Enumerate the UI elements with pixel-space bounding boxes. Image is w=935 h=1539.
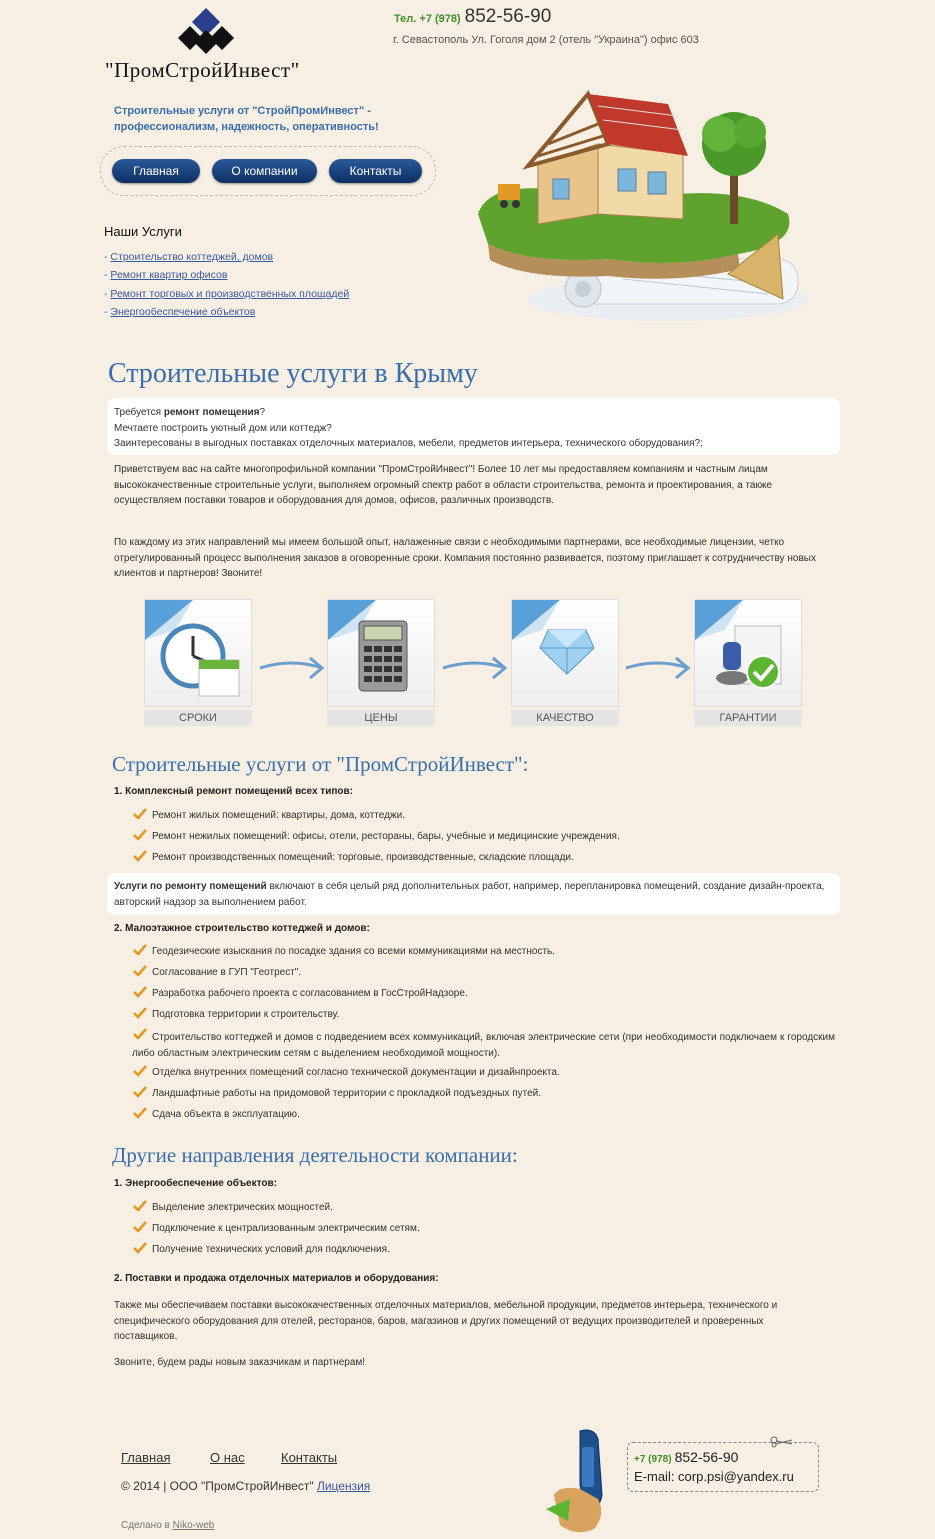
question-2: Мечтаете построить уютный дом или коттедж? (114, 422, 332, 434)
list-item-text: Отделка внутренних помещений согласно технической документации и дизайнпроекта. (152, 1067, 560, 1078)
arrow-right-icon (441, 652, 509, 682)
hero-house-illustration (458, 84, 818, 329)
logo-text[interactable]: "ПромСтройИнвест" (105, 58, 300, 82)
repair-note-bold: Услуги по ремонту помещений (114, 881, 267, 892)
intro-paragraph-1: Приветствуем вас на сайте многопрофильной компании "ПромСтройИнвест"! Более 10 лет мы предоставляем компаниям и частным лицам высококачественные строительные услуги, выполняем огромный спектр работ в области строительства, ремонта и проектирования, а также осуществляем поставки товаров и оборудования для домов, офисов, различных производств. (114, 464, 773, 506)
diamond-icon (538, 626, 596, 676)
intro-paragraph-2: По каждому из этих направлений мы имеем большой опыт, налаженные связи с необходимыми партнерами, все необходимые лицензии, четко отрегулированный процесс выполнения заказов в оговоренные сроки. Компания постоянно развивается, поэтому приглашает к сотрудничеству новых клиентов и партнеров! Звоните! (114, 537, 816, 579)
list-item (132, 988, 835, 1009)
footer-nav-contacts[interactable]: Контакты (281, 1450, 338, 1465)
main-nav (100, 146, 436, 196)
list-item-text: Геодезические изыскания по посадке здания со всеми коммуникациями на местность. (152, 946, 556, 957)
service-link-energy[interactable]: Энергообеспечение объектов (110, 305, 256, 318)
service-item: - Строительство коттеджей, домов (104, 251, 274, 263)
feature-deadlines (144, 599, 252, 726)
question-1-bold: ремонт помещения (163, 407, 260, 418)
footer-email[interactable]: E-mail: corp.psi@yandex.ru (634, 1469, 794, 1484)
footer-phone (634, 1449, 738, 1465)
question-3: Заинтересованы в выгодных поставках отделочных материалов, мебели, предметов интерьера, технического оборудования?; (114, 438, 703, 449)
footer-copyright (121, 1479, 370, 1493)
feature-label: СРОКИ (144, 710, 252, 726)
nav-about-button[interactable]: О компании (212, 159, 317, 183)
list-item (132, 831, 832, 852)
services-title: Наши Услуги (104, 224, 182, 239)
repair-list (132, 810, 832, 873)
service-link-cottages[interactable]: Строительство коттеджей, домов (110, 251, 274, 263)
list-item-text: Согласование в ГУП "Геотрест". (152, 967, 302, 978)
section-services-heading-2: 2. Малоэтажное строительство коттеджей и домов: (114, 923, 370, 934)
scissors-icon (770, 1436, 794, 1448)
energy-list (132, 1202, 832, 1265)
feature-prices (327, 599, 435, 726)
checkmark-icon (133, 1221, 147, 1233)
feature-guarantees (694, 599, 802, 726)
footer-made-by (121, 1520, 214, 1531)
phone-prefix: Тел. +7 (978) (394, 13, 461, 25)
repair-note-text: включают в себя целый ряд дополнительных работ, например, перепланировка помещений, создание дизайн-проекта, авторский надзор за выполнением работ. (114, 881, 825, 908)
list-item (132, 1202, 832, 1223)
question-1-text: Требуется (114, 407, 164, 418)
checkmark-icon (133, 965, 147, 977)
checkmark-icon (133, 1107, 147, 1119)
checkmark-icon (133, 1200, 147, 1212)
list-item-text: Разработка рабочего проекта с согласованием в ГосСтройНадзоре. (152, 988, 468, 999)
phone-number: 852-56-90 (464, 6, 552, 27)
service-item: - Ремонт квартир офисов (104, 269, 228, 282)
footer-nav-about[interactable]: О нас (210, 1450, 245, 1465)
question-1-end: ? (259, 407, 266, 418)
checkmark-icon (133, 850, 147, 862)
list-item-text: Ремонт производственных помещений: торговые, производственные, складские площади. (152, 852, 574, 863)
list-item (132, 852, 832, 873)
checkmark-icon (133, 1065, 147, 1077)
copyright-text: © 2014 | ООО "ПромСтройИнвест" (121, 1479, 317, 1493)
service-link-commercial[interactable]: Ремонт торговых и производственных площадей (110, 287, 350, 300)
repair-note-box (107, 873, 840, 915)
feature-quality (511, 599, 619, 726)
section-other-heading-1: 1. Энергообеспечение объектов: (114, 1178, 277, 1189)
feature-card (144, 599, 252, 707)
header-address: г. Севастополь Ул. Гоголя дом 2 (отель "Украина") офис 603 (393, 34, 699, 46)
phone-handset-icon (540, 1425, 620, 1537)
feature-label: ГАРАНТИИ (694, 710, 802, 726)
list-item (132, 946, 835, 967)
section-other-title: Другие направления деятельности компании: (112, 1143, 518, 1167)
construction-list (132, 946, 835, 1130)
footer-phone-number: 852-56-90 (674, 1449, 739, 1465)
checkmark-icon (133, 1028, 147, 1040)
list-item-text: Подключение к централизованным электрическим сетям. (152, 1223, 420, 1234)
license-link[interactable]: Лицензия (316, 1479, 371, 1493)
logo-diamonds-icon (172, 8, 240, 56)
list-item-text: Ремонт жилых помещений: квартиры, дома, коттеджи. (152, 810, 405, 821)
checkmark-icon (133, 986, 147, 998)
list-item-text: Выделение электрических мощностей. (152, 1202, 333, 1213)
feature-card (327, 599, 435, 707)
question-1 (114, 405, 834, 421)
list-item-text: Ландшафтные работы на придомовой территории с прокладкой подъездных путей. (152, 1088, 542, 1099)
checkmark-icon (133, 944, 147, 956)
list-item (132, 1009, 835, 1030)
footer-contact-box (627, 1442, 819, 1492)
made-by-text: Сделано в (121, 1520, 173, 1531)
section-services-heading-1: 1. Комплексный ремонт помещений всех типов: (114, 786, 353, 797)
page-title: Строительные услуги в Крыму (108, 358, 478, 389)
nav-contacts-button[interactable]: Контакты (329, 159, 422, 183)
list-item (132, 810, 832, 831)
checkmark-icon (133, 808, 147, 820)
feature-label: ЦЕНЫ (327, 710, 435, 726)
list-item-text: Сдача объекта в эксплуатацию. (152, 1109, 300, 1120)
list-item (132, 1244, 832, 1265)
header-phone (394, 6, 551, 28)
checkmark-icon (133, 829, 147, 841)
list-item (132, 1088, 835, 1109)
calculator-icon (358, 620, 408, 692)
tagline: Строительные услуги от "СтройПромИнвест" - профессионализм, надежность, оперативность! (114, 105, 379, 133)
list-item (132, 1067, 835, 1088)
section-services-title: Строительные услуги от "ПромСтройИнвест": (112, 752, 529, 776)
footer-nav-home[interactable]: Главная (121, 1450, 171, 1465)
made-by-link[interactable]: Niko-web (172, 1520, 215, 1531)
list-item-text: Получение технических условий для подключения. (152, 1244, 390, 1255)
list-item (132, 1030, 835, 1067)
feature-card (694, 599, 802, 707)
footer-phone-prefix: +7 (978) (634, 1454, 672, 1465)
service-item: - Ремонт торговых и производственных площадей (104, 287, 350, 300)
feature-card (511, 599, 619, 707)
list-item-text: Подготовка территории к строительству. (152, 1009, 340, 1020)
arrow-right-icon (624, 652, 692, 682)
list-item (132, 1223, 832, 1244)
stamp-check-icon (713, 622, 785, 694)
service-link-apartments[interactable]: Ремонт квартир офисов (110, 269, 228, 282)
repair-note (114, 879, 829, 910)
list-item-text: Строительство коттеджей и домов с подведением всех коммуникаций, включая электрические сети (при необходимости подключаем к городским либо областным электрическим сетям с выделением необходимой мощности). (132, 1032, 835, 1059)
checkmark-icon (133, 1242, 147, 1254)
feature-label: КАЧЕСТВО (511, 710, 619, 726)
checkmark-icon (133, 1007, 147, 1019)
closing-paragraph: Звоните, будем рады новым заказчикам и партнерам! (114, 1357, 366, 1368)
intro-questions (114, 405, 834, 452)
section-other-heading-2: 2. Поставки и продажа отделочных материалов и оборудования: (114, 1273, 439, 1284)
service-item: - Энергообеспечение объектов (104, 305, 256, 318)
list-item (132, 967, 835, 988)
list-item-text: Ремонт нежилых помещений: офисы, отели, рестораны, бары, учебные и медицинские учреждения. (152, 831, 620, 842)
checkmark-icon (133, 1086, 147, 1098)
nav-home-button[interactable]: Главная (112, 159, 200, 183)
services-list (104, 248, 349, 321)
list-item (132, 1109, 835, 1130)
arrow-right-icon (258, 652, 326, 682)
supplies-paragraph: Также мы обеспечиваем поставки высококачественных отделочных материалов, мебельной продукции, предметов интерьера, технического и специфического оборудования для отелей, ресторанов, баров, магазинов и других помещений от ведущих производителей и проверенных поставщиков. (114, 1300, 778, 1342)
intro-questions-box (107, 398, 840, 455)
clock-calendar-icon (159, 620, 241, 700)
